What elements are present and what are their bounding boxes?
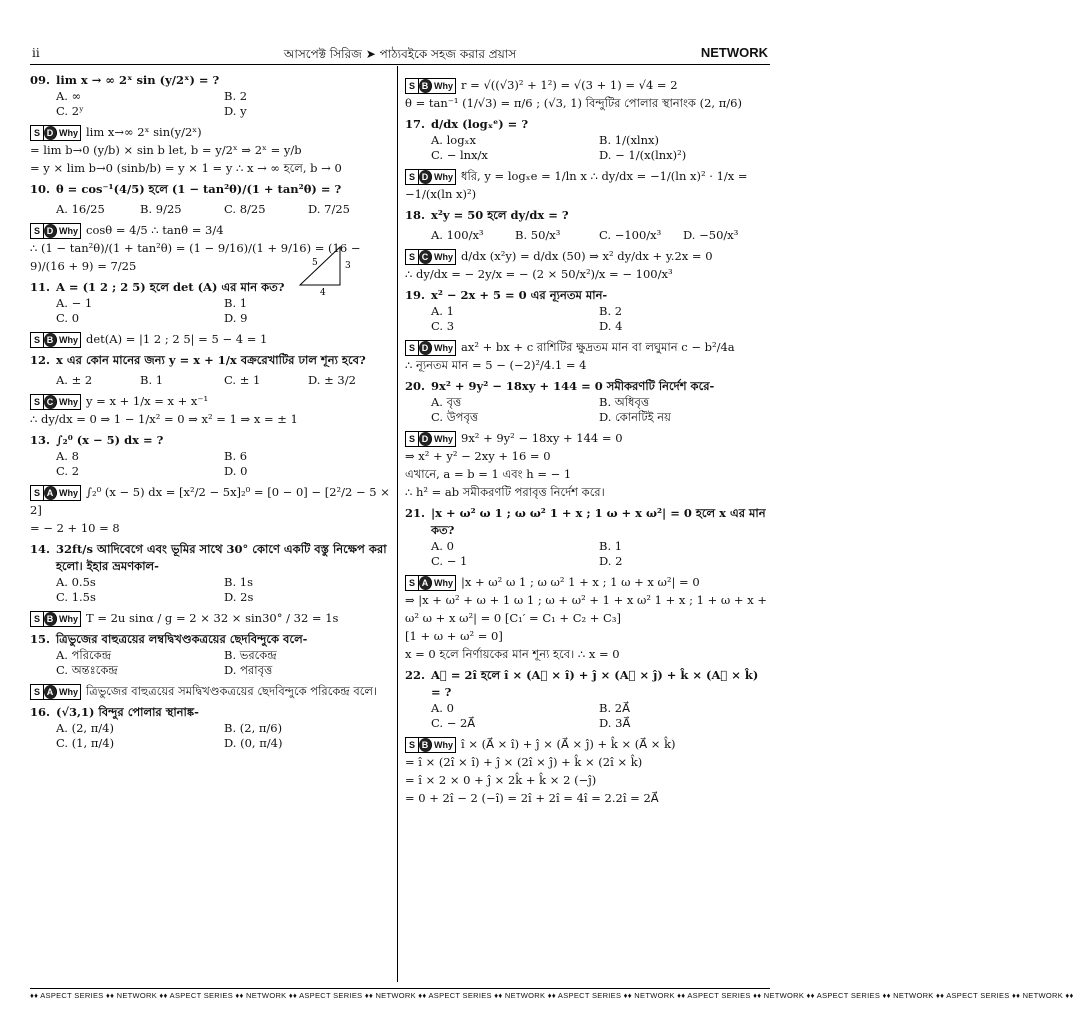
solution-line (405, 247, 767, 265)
option-item: C. − lnx/x (431, 148, 488, 162)
solution-text: det(A) = |1 2 ; 2 5| = 5 − 4 = 1 (86, 332, 268, 346)
options-list (30, 89, 392, 119)
solution-text: = 0 + 2î − 2 (−î) = 2î + 2î = 4î = 2.2î = 2A⃗ (405, 791, 659, 805)
question-text: x²y = 50 হলে dy/dx = ? (431, 208, 569, 222)
question-stem (30, 631, 392, 648)
question-number: 10. (30, 182, 51, 196)
triangle-side-label: 4 (320, 288, 326, 298)
options-list (30, 721, 392, 751)
option-item: A. 100/x³ (431, 228, 484, 242)
solution-line (405, 167, 767, 203)
options-list (30, 449, 392, 479)
why-label: Why (434, 343, 453, 353)
question-text: ∫₂⁰ (x − 5) dx = ? (56, 433, 164, 447)
options-list (405, 133, 767, 163)
question-text: 9x² + 9y² − 18xy + 144 = 0 সমীকরণটি নির্দেশ করে- (431, 379, 715, 393)
option-item: A. ± 2 (56, 373, 93, 387)
solution-text: î × (A⃗ × î) + ĵ × (A⃗ × ĵ) + k̂ × (A⃗ × k̂) (461, 737, 676, 751)
question-item (405, 378, 767, 501)
answer-letter: D (44, 224, 57, 238)
answer-letter: A (44, 685, 57, 699)
question-stem (30, 279, 392, 296)
solution-text: [1 + ω + ω² = 0] (405, 629, 503, 643)
question-number: 20. (405, 379, 426, 393)
solution-text: ⇒ |x + ω² + ω + 1 ω 1 ; ω + ω² + 1 + x ω² 1 + x ; 1 + ω + x + ω² ω + x ω²| = 0 [C₁′ = C₁ + C₂ + C₃] (405, 593, 767, 625)
solution-text: = î × 2 × 0 + ĵ × 2k̂ + k̂ × 2 (−ĵ) (405, 773, 597, 787)
question-number: 16. (30, 705, 51, 719)
question-stem (30, 704, 392, 721)
solution-line (405, 789, 767, 807)
page-number: ii (32, 46, 40, 60)
solution-line (405, 76, 767, 94)
solution-text: T = 2u sinα / g = 2 × 32 × sin30° / 32 = 1s (86, 611, 339, 625)
question-item (405, 287, 767, 374)
solution-line (405, 591, 767, 627)
options-list (405, 539, 767, 569)
option-item: B. 9/25 (140, 202, 182, 216)
answer-letter: C (419, 250, 432, 264)
solution-block (405, 735, 767, 807)
option-item: A. 0.5s (56, 575, 96, 589)
question-text: θ = cos⁻¹(4/5) হলে (1 − tan²θ)/(1 + tan²θ) = ? (56, 182, 342, 196)
option-item: B. 2A⃗ (599, 701, 630, 715)
question-text: 32ft/s আদিবেগে এবং ভূমির সাথে 30° কোণে একটি বস্তু নিক্ষেপ করা হলো। ইহার ভ্রমণকাল- (56, 542, 387, 573)
why-label: Why (434, 252, 453, 262)
question-item (30, 631, 392, 700)
question-text: |x + ω² ω 1 ; ω ω² 1 + x ; 1 ω + x ω²| = 0 হলে x এর মান কত? (431, 506, 766, 537)
answer-badge (30, 611, 81, 627)
why-label: Why (59, 128, 78, 138)
solution-text: ত্রিভুজের বাহুত্রয়ের সমদ্বিখণ্ডকত্রয়ের ছেদবিন্দুকে পরিকেন্দ্র বলে। (86, 684, 378, 698)
option-item: B. (2, π/6) (224, 721, 283, 735)
option-item: A. logₓx (431, 133, 476, 147)
option-item: C. উপবৃত্ত (431, 410, 479, 424)
solution-line (405, 429, 767, 447)
option-item: A. − 1 (56, 296, 93, 310)
why-label: Why (59, 614, 78, 624)
option-item: B. 1 (599, 539, 623, 553)
question-stem (405, 116, 767, 133)
solution-text: y = x + 1/x = x + x⁻¹ (86, 394, 209, 408)
question-item (30, 541, 392, 627)
solution-text: ধরি, y = logₓe = 1/ln x ∴ dy/dx = −1/(ln x)² · 1/x = −1/(x(ln x)²) (405, 169, 748, 201)
badge-s-icon: S (31, 685, 44, 699)
option-item: A. 0 (431, 539, 454, 553)
option-item: D. 0 (224, 464, 248, 478)
options-list (30, 575, 392, 605)
answer-badge (405, 340, 456, 356)
option-item: B. 1s (224, 575, 253, 589)
solution-block (405, 573, 767, 663)
solution-line (30, 682, 392, 700)
why-label: Why (59, 226, 78, 236)
options-list (405, 304, 767, 334)
option-item: D. কোনটিই নয় (599, 410, 671, 424)
answer-badge (30, 125, 81, 141)
question-number: 19. (405, 288, 426, 302)
solution-line (30, 159, 392, 177)
option-item: B. ভরকেন্দ্র (224, 648, 277, 662)
answer-badge (405, 169, 456, 185)
solution-line (30, 483, 392, 519)
solution-block (30, 123, 392, 177)
badge-s-icon: S (31, 224, 44, 238)
answer-letter: B (419, 79, 432, 93)
question-text: d/dx (logₓᵉ) = ? (431, 117, 529, 131)
option-item: A. 8 (56, 449, 79, 463)
question-item (405, 505, 767, 663)
question-item (30, 704, 392, 751)
triangle-side-label: 5 (312, 258, 318, 268)
question-text: x² − 2x + 5 = 0 এর ন্যূনতম মান- (431, 288, 608, 302)
option-item: B. 1/(xlnx) (599, 133, 659, 147)
option-item: A. পরিকেন্দ্র (56, 648, 112, 662)
option-item: D. 4 (599, 319, 623, 333)
solution-text: এখানে, a = b = 1 এবং h = − 1 (405, 467, 572, 481)
option-item: D. − 1/(x(lnx)²) (599, 148, 687, 162)
answer-badge (405, 737, 456, 753)
question-stem (30, 432, 392, 449)
why-label: Why (434, 172, 453, 182)
solution-block (405, 338, 767, 374)
why-label: Why (59, 488, 78, 498)
option-item: D. ± 3/2 (308, 373, 356, 387)
question-item (405, 207, 767, 283)
options-list (405, 395, 767, 425)
question-number: 21. (405, 506, 426, 520)
badge-s-icon: S (406, 250, 419, 264)
why-label: Why (434, 578, 453, 588)
solution-text: r = √((√3)² + 1²) = √(3 + 1) = √4 = 2 (461, 78, 678, 92)
question-number: 13. (30, 433, 51, 447)
solution-line (405, 483, 767, 501)
solution-text: |x + ω² ω 1 ; ω ω² 1 + x ; 1 ω + x ω²| = 0 (461, 575, 700, 589)
solution-line (405, 465, 767, 483)
solution-line (405, 265, 767, 283)
badge-s-icon: S (406, 738, 419, 752)
solution-text: ∴ dy/dx = 0 ⇒ 1 − 1/x² = 0 ⇒ x² = 1 ⇒ x = ± 1 (30, 412, 298, 426)
solution-text: = lim b→0 (y/b) × sin b let, b = y/2ˣ ⇒ 2ˣ = y/b (30, 143, 302, 157)
answer-badge (30, 394, 81, 410)
option-item: C. ± 1 (224, 373, 261, 387)
solution-text: d/dx (x²y) = d/dx (50) ⇒ x² dy/dx + y.2x = 0 (461, 249, 713, 263)
why-label: Why (434, 740, 453, 750)
page-footer: ♦♦ ASPECT SERIES ♦♦ NETWORK ♦♦ ASPECT SERIES ♦♦ NETWORK ♦♦ ASPECT SERIES ♦♦ NETWORK ♦♦ ASPECT SERIES ♦♦ NETWORK ♦♦ ASPECT SERIES ♦♦ NETWORK ♦♦ ASPECT SERIES ♦♦ NETWORK ♦♦ ASPECT SERIES ♦♦ NETWORK ♦♦ ASPECT SERIES ♦♦ NETWORK ♦♦ (30, 988, 770, 1000)
solution-line (405, 338, 767, 356)
question-number: 22. (405, 668, 426, 682)
badge-s-icon: S (406, 170, 419, 184)
solution-text: = y × lim b→0 (sinb/b) = y × 1 = y ∴ x → ∞ হলে, b → 0 (30, 161, 342, 175)
question-number: 15. (30, 632, 51, 646)
option-item: D. −50/x³ (683, 228, 739, 242)
solution-line (405, 735, 767, 753)
left-column (30, 72, 392, 755)
answer-badge (30, 223, 81, 239)
option-item: C. অন্তঃকেন্দ্র (56, 663, 118, 677)
solution-block (30, 330, 392, 348)
badge-s-icon: S (31, 612, 44, 626)
badge-s-icon: S (406, 432, 419, 446)
option-item: C. 2ʸ (56, 104, 84, 118)
solution-block (30, 392, 392, 428)
answer-letter: D (44, 126, 57, 140)
option-item: D. y (224, 104, 247, 118)
question-stem (30, 72, 392, 89)
solution-line (30, 609, 392, 627)
question-text: lim x → ∞ 2ˣ sin (y/2ˣ) = ? (56, 73, 220, 87)
answer-badge (30, 684, 81, 700)
page-header (30, 44, 770, 65)
question-item (405, 667, 767, 807)
solution-text: cosθ = 4/5 ∴ tanθ = 3/4 (86, 223, 224, 237)
solution-line (30, 410, 392, 428)
option-item: C. −100/x³ (599, 228, 662, 242)
question-text: x এর কোন মানের জন্য y = x + 1/x বক্ররেখাটির ঢাল শূন্য হবে? (56, 353, 366, 367)
option-item: C. 3 (431, 319, 455, 333)
solution-text: ∴ dy/dx = − 2y/x = − (2 × 50/x²)/x = − 100/x³ (405, 267, 673, 281)
option-item: C. 8/25 (224, 202, 266, 216)
option-item: B. 50/x³ (515, 228, 561, 242)
solution-text: = − 2 + 10 = 8 (30, 521, 120, 535)
question-stem (405, 287, 767, 304)
question-number: 09. (30, 73, 51, 87)
solution-block (405, 429, 767, 501)
solution-line (30, 392, 392, 410)
option-item: B. 1 (224, 296, 248, 310)
solution-text: ∴ (1 − tan²θ)/(1 + tan²θ) = (1 − 9/16)/(1 + 9/16) = (16 − 9)/(16 + 9) = 7/25 (30, 241, 361, 273)
badge-s-icon: S (31, 486, 44, 500)
question-text: ত্রিভুজের বাহুত্রয়ের লম্বদ্বিখণ্ডকত্রয়ের ছেদবিন্দুকে বলে- (56, 632, 308, 646)
option-item: D. 3A⃗ (599, 716, 631, 730)
triangle-side-label: 3 (345, 261, 351, 271)
option-item: C. (1, π/4) (56, 736, 115, 750)
badge-s-icon: S (406, 576, 419, 590)
column-divider (397, 66, 398, 982)
question-text: A⃗ = 2î হলে î × (A⃗ × î) + ĵ × (A⃗ × ĵ) + k̂ × (A⃗ × k̂) = ? (431, 668, 759, 699)
why-label: Why (434, 434, 453, 444)
option-item: D. (0, π/4) (224, 736, 283, 750)
solution-line (30, 123, 392, 141)
question-item (30, 352, 392, 428)
question-stem (30, 181, 392, 198)
badge-s-icon: S (31, 333, 44, 347)
solution-line (405, 753, 767, 771)
solution-block (405, 247, 767, 283)
option-item: A. ∞ (56, 89, 82, 103)
option-item: D. 2s (224, 590, 254, 604)
solution-block (30, 483, 392, 537)
question-stem (405, 505, 767, 539)
question-item (30, 279, 392, 348)
answer-letter: B (44, 612, 57, 626)
solution-line (405, 94, 767, 112)
option-item: D. 7/25 (308, 202, 350, 216)
answer-badge (30, 485, 81, 501)
question-text: (√3,1) বিন্দুর পোলার স্থানাঙ্ক- (56, 705, 199, 719)
option-item: A. বৃত্ত (431, 395, 462, 409)
solution-line (405, 627, 767, 645)
answer-letter: D (419, 341, 432, 355)
question-stem (405, 667, 767, 701)
answer-badge (30, 332, 81, 348)
solution-line (405, 573, 767, 591)
options-list (30, 296, 392, 326)
options-list (30, 372, 392, 388)
option-item: A. 1 (431, 304, 454, 318)
solution-text: x = 0 হলে নির্ণায়কের মান শূন্য হবে। ∴ x = 0 (405, 647, 620, 661)
option-item: C. − 2A⃗ (431, 716, 476, 730)
answer-letter: A (44, 486, 57, 500)
solution-text: θ = tan⁻¹ (1/√3) = π/6 ; (√3, 1) বিন্দুটির পোলার স্থানাংক (2, π/6) (405, 96, 742, 110)
solution-line (30, 141, 392, 159)
right-column (405, 72, 767, 811)
option-item: A. (2, π/4) (56, 721, 114, 735)
question-stem (30, 352, 392, 369)
solution-block (30, 682, 392, 700)
solution-text: ∴ ন্যূনতম মান = 5 − (−2)²/4.1 = 4 (405, 358, 587, 372)
question-number: 14. (30, 542, 51, 556)
badge-s-icon: S (406, 341, 419, 355)
why-label: Why (59, 397, 78, 407)
answer-letter: C (44, 395, 57, 409)
question-item (405, 76, 767, 112)
option-item: B. 1 (140, 373, 164, 387)
answer-badge (405, 431, 456, 447)
option-item: D. 2 (599, 554, 623, 568)
question-text: A = (1 2 ; 2 5) হলে det (A) এর মান কত? (56, 280, 285, 294)
answer-badge (405, 575, 456, 591)
option-item: C. − 1 (431, 554, 468, 568)
badge-s-icon: S (31, 126, 44, 140)
solution-line (405, 356, 767, 374)
answer-letter: D (419, 432, 432, 446)
why-label: Why (434, 81, 453, 91)
series-title: আসপেক্ট সিরিজ ➤ পাঠ্যবইকে সহজ করার প্রয়াস (283, 47, 517, 61)
why-label: Why (59, 687, 78, 697)
option-item: B. 2 (224, 89, 248, 103)
solution-line (405, 447, 767, 465)
answer-badge (405, 78, 456, 94)
option-item: D. পরাবৃত্ত (224, 663, 273, 677)
option-item: A. 16/25 (56, 202, 105, 216)
question-number: 11. (30, 280, 51, 294)
solution-text: ∴ h² = ab সমীকরণটি পরাবৃত্ত নির্দেশ করে। (405, 485, 605, 499)
option-item: D. 9 (224, 311, 248, 325)
question-item (405, 116, 767, 203)
question-stem (405, 378, 767, 395)
solution-text: = î × (2î × î) + ĵ × (2î × ĵ) + k̂ × (2î × k̂) (405, 755, 643, 769)
answer-letter: A (419, 576, 432, 590)
solution-block (405, 167, 767, 203)
answer-letter: B (44, 333, 57, 347)
solution-line (30, 330, 392, 348)
question-number: 17. (405, 117, 426, 131)
solution-text: ⇒ x² + y² − 2xy + 16 = 0 (405, 449, 551, 463)
answer-letter: D (419, 170, 432, 184)
solution-text: ax² + bx + c রাশিটির ক্ষুদ্রতম মান বা লঘুমান c − b²/4a (461, 340, 735, 354)
solution-line (405, 771, 767, 789)
question-item (30, 432, 392, 537)
answer-letter: B (419, 738, 432, 752)
option-item: A. 0 (431, 701, 454, 715)
option-item: C. 2 (56, 464, 80, 478)
options-list (405, 701, 767, 731)
badge-s-icon: S (406, 79, 419, 93)
options-list (30, 648, 392, 678)
solution-text: 9x² + 9y² − 18xy + 144 = 0 (461, 431, 623, 445)
question-stem (30, 541, 392, 575)
question-number: 12. (30, 353, 51, 367)
solution-line (30, 519, 392, 537)
question-number: 18. (405, 208, 426, 222)
option-item: C. 1.5s (56, 590, 96, 604)
option-item: B. 2 (599, 304, 623, 318)
solution-text: ∫₂⁰ (x − 5) dx = [x²/2 − 5x]₂⁰ = [0 − 0] − [2²/2 − 5 × 2] (30, 485, 390, 517)
solution-block (30, 609, 392, 627)
solution-line (405, 645, 767, 663)
option-item: B. অধিবৃত্ত (599, 395, 650, 409)
question-stem (405, 207, 767, 224)
answer-badge (405, 249, 456, 265)
why-label: Why (59, 335, 78, 345)
brand-label: NETWORK (700, 45, 768, 60)
badge-s-icon: S (31, 395, 44, 409)
option-item: C. 0 (56, 311, 80, 325)
options-list (30, 201, 392, 217)
option-item: B. 6 (224, 449, 248, 463)
question-item (30, 72, 392, 177)
solution-text: lim x→∞ 2ˣ sin(y/2ˣ) (86, 125, 202, 139)
options-list (405, 227, 767, 243)
solution-block (405, 76, 767, 112)
